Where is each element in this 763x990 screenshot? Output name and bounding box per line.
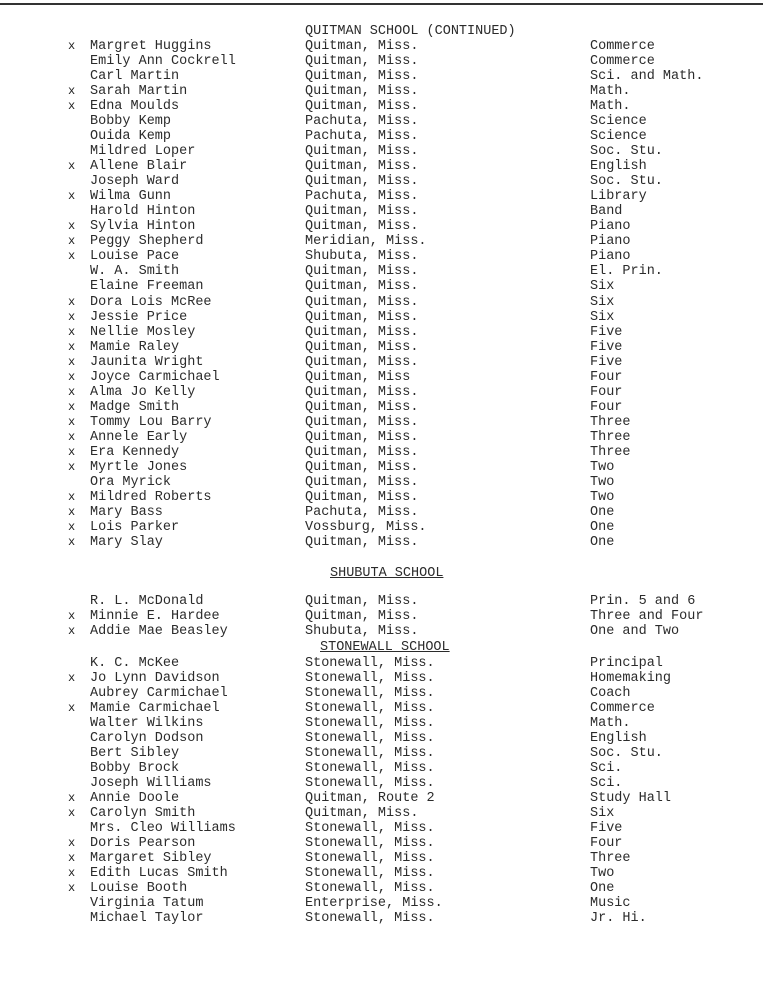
check-mark: x [68,399,76,414]
teaching-assignment: Four [590,384,623,400]
teaching-assignment: One and Two [590,624,680,639]
teacher-address: Quitman, Miss. [305,69,419,85]
roster-row [0,791,763,806]
roster-row [0,159,763,174]
section-heading: STONEWALL SCHOOL [320,640,450,655]
teacher-address: Quitman, Miss. [305,806,419,821]
check-mark: x [68,806,76,820]
teacher-address: Stonewall, Miss. [305,851,435,866]
check-mark: x [68,354,76,369]
teacher-name: Sarah Martin [90,84,188,100]
roster-row [0,99,763,114]
roster-row [0,716,763,731]
teacher-address: Quitman, Miss. [305,444,419,460]
teacher-address: Quitman, Miss. [305,294,419,310]
roster-row [0,279,763,294]
teacher-address: Quitman, Miss. [305,279,419,295]
teacher-address: Pachuta, Miss. [305,129,419,145]
teaching-assignment: One [590,534,615,550]
roster-row [0,114,763,129]
roster-row [0,129,763,144]
teacher-address: Quitman, Miss. [305,414,419,430]
teaching-assignment: Four [590,399,623,415]
teacher-address: Stonewall, Miss. [305,701,435,716]
teacher-name: Louise Booth [90,881,188,896]
teacher-name: Walter Wilkins [90,716,204,731]
check-mark: x [68,249,76,264]
teacher-name: Peggy Shepherd [90,234,204,250]
teaching-assignment: Five [590,354,623,370]
teacher-name: Aubrey Carmichael [90,686,228,701]
teacher-address: Quitman, Miss. [305,219,419,235]
teacher-address: Stonewall, Miss. [305,881,435,896]
teaching-assignment: Six [590,309,615,325]
teaching-assignment: Two [590,474,615,490]
teacher-address: Quitman, Miss. [305,354,419,370]
teacher-name: Ouida Kemp [90,129,172,145]
roster-row [0,310,763,325]
roster-row [0,776,763,791]
teaching-assignment: Six [590,294,615,310]
check-mark: x [68,851,76,865]
check-mark: x [68,881,76,895]
teacher-name: Margaret Sibley [90,851,212,866]
check-mark: x [68,414,76,429]
roster-row [0,144,763,159]
teacher-address: Quitman, Miss. [305,594,419,609]
roster-row [0,896,763,911]
teacher-name: Dora Lois McRee [90,294,212,310]
roster-row [0,505,763,520]
roster-row [0,370,763,385]
roster-row [0,234,763,249]
teacher-name: Elaine Freeman [90,279,204,295]
check-mark: x [68,159,76,174]
teaching-assignment: Band [590,204,623,220]
teacher-name: Harold Hinton [90,204,196,220]
teaching-assignment: Four [590,836,623,851]
teacher-name: K. C. McKee [90,656,180,671]
check-mark: x [68,701,76,715]
teacher-name: Sylvia Hinton [90,219,196,235]
check-mark: x [68,234,76,249]
check-mark: x [68,84,76,99]
check-mark: x [68,624,76,638]
check-mark: x [68,444,76,459]
teacher-name: Madge Smith [90,399,180,415]
teacher-name: Louise Pace [90,249,180,265]
teacher-address: Quitman, Miss. [305,489,419,505]
check-mark: x [68,189,76,204]
check-mark: x [68,324,76,339]
check-mark: x [68,534,76,549]
teaching-assignment: Math. [590,716,631,731]
teacher-address: Quitman, Miss. [305,459,419,475]
teacher-name: Nellie Mosley [90,324,196,340]
teacher-address: Quitman, Miss. [305,54,419,70]
teacher-name: Jessie Price [90,309,188,325]
teaching-assignment: Sci. [590,761,623,776]
teacher-name: Carl Martin [90,69,180,85]
teaching-assignment: Coach [590,686,631,701]
teaching-assignment: Five [590,339,623,355]
check-mark: x [68,459,76,474]
roster-row [0,686,763,701]
roster-row [0,731,763,746]
check-mark: x [68,836,76,850]
teaching-assignment: Three [590,414,631,430]
roster-row [0,355,763,370]
roster-row [0,836,763,851]
teacher-name: Joseph Ward [90,174,180,190]
check-mark: x [68,504,76,519]
teaching-assignment: Prin. 5 and 6 [590,594,696,609]
teacher-address: Quitman, Miss. [305,159,419,175]
teacher-address: Quitman, Miss. [305,39,419,54]
teaching-assignment: Four [590,369,623,385]
teaching-assignment: English [590,159,647,175]
teacher-name: Margret Huggins [90,39,212,54]
check-mark: x [68,489,76,504]
roster-row [0,671,763,686]
teacher-address: Pachuta, Miss. [305,189,419,205]
roster-row [0,806,763,821]
teaching-assignment: Piano [590,249,631,265]
check-mark: x [68,339,76,354]
teaching-assignment: One [590,519,615,535]
teacher-address: Quitman, Miss. [305,474,419,490]
teaching-assignment: Three and Four [590,609,704,624]
roster-row [0,174,763,189]
teacher-name: Jaunita Wright [90,354,204,370]
teaching-assignment: One [590,881,615,896]
check-mark: x [68,519,76,534]
roster-row [0,295,763,310]
roster-row [0,535,763,550]
check-mark: x [68,99,76,114]
teaching-assignment: Math. [590,99,631,115]
roster-row [0,325,763,340]
section-heading: SHUBUTA SCHOOL [330,566,444,581]
top-rule [0,3,763,5]
teacher-address: Quitman, Miss. [305,144,419,160]
teacher-name: Allene Blair [90,159,188,175]
teacher-name: Edith Lucas Smith [90,866,228,881]
teacher-address: Pachuta, Miss. [305,114,419,130]
teaching-assignment: Piano [590,234,631,250]
teacher-name: Addie Mae Beasley [90,624,228,639]
teacher-name: Tommy Lou Barry [90,414,212,430]
teacher-name: Ora Myrick [90,474,172,490]
teacher-name: Alma Jo Kelly [90,384,196,400]
teacher-address: Quitman, Miss. [305,309,419,325]
teacher-name: Era Kennedy [90,444,180,460]
teacher-name: Emily Ann Cockrell [90,54,236,70]
check-mark: x [68,309,76,324]
teacher-address: Stonewall, Miss. [305,656,435,671]
teaching-assignment: Six [590,806,615,821]
teacher-name: Annele Early [90,429,188,445]
teaching-assignment: Science [590,114,647,130]
check-mark: x [68,866,76,880]
teaching-assignment: Five [590,324,623,340]
check-mark: x [68,294,76,309]
teaching-assignment: One [590,504,615,520]
teacher-name: Mamie Carmichael [90,701,220,716]
teacher-address: Quitman, Miss. [305,339,419,355]
teacher-address: Quitman, Miss. [305,84,419,100]
teaching-assignment: Science [590,129,647,145]
roster-row [0,701,763,716]
teacher-address: Meridian, Miss. [305,234,427,250]
teaching-assignment: Soc. Stu. [590,746,663,761]
section-heading: QUITMAN SCHOOL (CONTINUED) [305,24,516,39]
roster-row [0,385,763,400]
teaching-assignment: Three [590,444,631,460]
teaching-assignment: Jr. Hi. [590,911,647,926]
teacher-name: Joseph Williams [90,776,212,791]
roster-row [0,219,763,234]
teacher-address: Stonewall, Miss. [305,821,435,836]
teacher-name: R. L. McDonald [90,594,204,609]
teacher-name: Mamie Raley [90,339,180,355]
roster-row [0,746,763,761]
roster-row [0,400,763,415]
check-mark: x [68,609,76,623]
roster-row [0,54,763,69]
teacher-name: Minnie E. Hardee [90,609,220,624]
teacher-address: Stonewall, Miss. [305,671,435,686]
teaching-assignment: Two [590,866,615,881]
teaching-assignment: Commerce [590,701,655,716]
teaching-assignment: Sci. [590,776,623,791]
roster-row [0,911,763,926]
teaching-assignment: English [590,731,647,746]
teaching-assignment: Two [590,459,615,475]
teacher-address: Quitman, Route 2 [305,791,435,806]
teacher-address: Quitman, Miss [305,369,411,385]
teacher-address: Quitman, Miss. [305,204,419,220]
teacher-name: Mary Bass [90,504,163,520]
teaching-assignment: Commerce [590,39,655,54]
teacher-address: Stonewall, Miss. [305,716,435,731]
teacher-name: Carolyn Smith [90,806,196,821]
roster-row [0,851,763,866]
teacher-name: Carolyn Dodson [90,731,204,746]
roster-row [0,475,763,490]
teacher-address: Stonewall, Miss. [305,731,435,746]
teacher-name: Mildred Loper [90,144,196,160]
teaching-assignment: Math. [590,84,631,100]
teacher-name: Mary Slay [90,534,163,550]
teacher-name: W. A. Smith [90,264,180,280]
teacher-name: Wilma Gunn [90,189,172,205]
teacher-name: Bobby Kemp [90,114,172,130]
teacher-address: Quitman, Miss. [305,324,419,340]
teacher-address: Quitman, Miss. [305,99,419,115]
teacher-address: Quitman, Miss. [305,399,419,415]
check-mark: x [68,384,76,399]
teaching-assignment: El. Prin. [590,264,663,280]
roster-row [0,490,763,505]
check-mark: x [68,219,76,234]
teaching-assignment: Study Hall [590,791,672,806]
teacher-address: Quitman, Miss. [305,264,419,280]
roster-row [0,84,763,99]
teacher-address: Vossburg, Miss. [305,519,427,535]
check-mark: x [68,671,76,685]
roster-row [0,340,763,355]
roster-row [0,609,763,624]
roster-row [0,656,763,671]
teaching-assignment: Music [590,896,631,911]
teacher-address: Enterprise, Miss. [305,896,443,911]
teaching-assignment: Commerce [590,54,655,70]
roster-row [0,821,763,836]
teacher-address: Stonewall, Miss. [305,836,435,851]
roster-row [0,69,763,84]
teacher-address: Quitman, Miss. [305,174,419,190]
teaching-assignment: Five [590,821,623,836]
roster-row [0,39,763,54]
teacher-name: Jo Lynn Davidson [90,671,220,686]
roster-row [0,460,763,475]
teaching-assignment: Piano [590,219,631,235]
teacher-name: Virginia Tatum [90,896,204,911]
teacher-name: Myrtle Jones [90,459,188,475]
teacher-name: Bert Sibley [90,746,180,761]
teacher-address: Stonewall, Miss. [305,761,435,776]
check-mark: x [68,369,76,384]
roster-row [0,520,763,535]
roster-row [0,415,763,430]
roster-row [0,594,763,609]
teacher-address: Quitman, Miss. [305,534,419,550]
teaching-assignment: Library [590,189,647,205]
teacher-name: Michael Taylor [90,911,204,926]
teacher-name: Edna Moulds [90,99,180,115]
teacher-name: Doris Pearson [90,836,196,851]
teacher-address: Stonewall, Miss. [305,746,435,761]
roster-row [0,204,763,219]
teacher-name: Mildred Roberts [90,489,212,505]
teaching-assignment: Three [590,429,631,445]
teacher-address: Quitman, Miss. [305,429,419,445]
teaching-assignment: Principal [590,656,663,671]
teacher-address: Shubuta, Miss. [305,249,419,265]
teacher-name: Bobby Brock [90,761,180,776]
teacher-address: Stonewall, Miss. [305,776,435,791]
teacher-address: Pachuta, Miss. [305,504,419,520]
teaching-assignment: Six [590,279,615,295]
roster-row [0,761,763,776]
teacher-address: Stonewall, Miss. [305,911,435,926]
roster-row [0,881,763,896]
teacher-name: Joyce Carmichael [90,369,220,385]
check-mark: x [68,429,76,444]
check-mark: x [68,39,76,53]
teacher-address: Quitman, Miss. [305,384,419,400]
teacher-address: Quitman, Miss. [305,609,419,624]
roster-row [0,430,763,445]
teaching-assignment: Homemaking [590,671,672,686]
teacher-address: Shubuta, Miss. [305,624,419,639]
teacher-address: Stonewall, Miss. [305,686,435,701]
teaching-assignment: Soc. Stu. [590,174,663,190]
check-mark: x [68,791,76,805]
roster-row [0,445,763,460]
teacher-address: Stonewall, Miss. [305,866,435,881]
teaching-assignment: Sci. and Math. [590,69,704,85]
teacher-name: Lois Parker [90,519,180,535]
roster-row [0,264,763,279]
teacher-name: Mrs. Cleo Williams [90,821,236,836]
teacher-name: Annie Doole [90,791,180,806]
roster-row [0,624,763,639]
teaching-assignment: Two [590,489,615,505]
roster-row [0,189,763,204]
roster-row [0,866,763,881]
teaching-assignment: Soc. Stu. [590,144,663,160]
roster-row [0,249,763,264]
teaching-assignment: Three [590,851,631,866]
